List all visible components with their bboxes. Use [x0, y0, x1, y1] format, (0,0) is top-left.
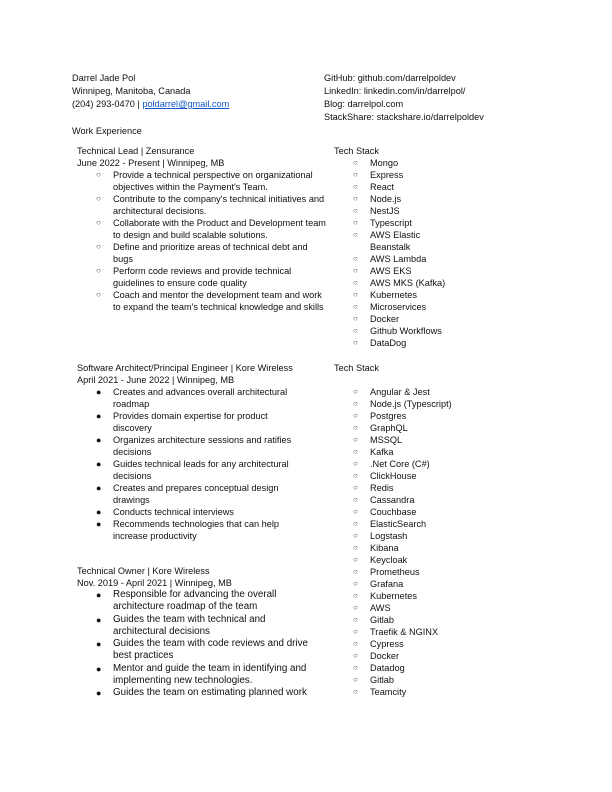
bullet-circle-icon: ○ — [353, 555, 358, 564]
list-item — [96, 289, 327, 313]
tech-item — [353, 422, 460, 434]
bullet-text: Collaborate with the Product and Development team to design and build scalable solutions. — [113, 218, 326, 240]
job-bullets — [96, 169, 327, 313]
bullet-circle-icon: ○ — [353, 627, 358, 636]
bullet-circle-icon: ○ — [353, 254, 358, 263]
tech-name: Prometheus — [370, 567, 420, 577]
tech-name: Traefik & NGINX — [370, 627, 439, 637]
tech-name: Couchbase — [370, 507, 417, 517]
bullet-text: Guides technical leads for any architectural decisions — [113, 459, 289, 481]
bullet-circle-icon: ○ — [96, 218, 101, 227]
phone: (204) 293-0470 | — [72, 99, 143, 109]
tech-stack-list — [353, 386, 460, 698]
tech-item — [353, 590, 460, 602]
tech-item — [353, 386, 460, 398]
tech-name: AWS Lambda — [370, 254, 427, 264]
contact-block — [72, 72, 229, 111]
tech-item — [353, 277, 460, 289]
job-dates: Nov. 2019 - April 2021 | Winnipeg, MB — [77, 578, 232, 588]
list-item — [96, 386, 307, 410]
tech-item — [353, 530, 460, 542]
bullet-disc-icon: ● — [96, 663, 102, 674]
bullet-circle-icon: ○ — [353, 411, 358, 420]
tech-name: React — [370, 182, 395, 192]
list-item — [96, 589, 317, 614]
tech-stack-1 — [334, 145, 460, 349]
tech-name: Postgres — [370, 411, 407, 421]
bullet-text: Define and prioritize areas of technical debt and bugs — [113, 242, 308, 264]
tech-item — [353, 434, 460, 446]
bullet-circle-icon: ○ — [353, 471, 358, 480]
tech-item — [353, 662, 460, 674]
tech-name: MSSQL — [370, 435, 403, 445]
list-item — [96, 217, 327, 241]
bullet-circle-icon: ○ — [353, 266, 358, 275]
list-item — [96, 265, 327, 289]
tech-name: Mongo — [370, 158, 399, 168]
bullet-text: Perform code reviews and provide technical guidelines to ensure code quality — [113, 266, 292, 288]
tech-name: DataDog — [370, 338, 407, 348]
list-item — [96, 506, 307, 518]
tech-name: ElasticSearch — [370, 519, 427, 529]
tech-item — [353, 301, 460, 313]
bullet-text: Organizes architecture sessions and ratifies decisions — [113, 435, 292, 457]
bullet-circle-icon: ○ — [353, 435, 358, 444]
tech-name: Node.js (Typescript) — [370, 399, 452, 409]
bullet-text: Conducts technical interviews — [113, 507, 235, 517]
bullet-disc-icon: ● — [96, 507, 102, 517]
bullet-circle-icon: ○ — [353, 387, 358, 396]
list-item — [96, 613, 317, 639]
bullet-text: Responsible for advancing the overall architecture roadmap of the team — [113, 589, 277, 613]
bullet-text: Provide a technical perspective on organizational objectives within the Payment's Team. — [113, 170, 313, 192]
tech-item — [353, 566, 460, 578]
bullet-circle-icon: ○ — [353, 399, 358, 408]
list-item — [96, 169, 327, 193]
tech-name: Datadog — [370, 663, 405, 673]
job-title: Technical Lead | Zensurance — [77, 146, 195, 156]
linkedin-link[interactable]: LinkedIn: linkedin.com/in/darrelpol/ — [324, 86, 466, 96]
tech-name: Kubernetes — [370, 290, 417, 300]
tech-item — [353, 458, 460, 470]
bullet-disc-icon: ● — [96, 387, 102, 397]
tech-name: Typescript — [370, 218, 412, 228]
tech-item — [353, 506, 460, 518]
bullet-circle-icon: ○ — [353, 519, 358, 528]
tech-name: Cassandra — [370, 495, 415, 505]
bullet-circle-icon: ○ — [96, 242, 101, 251]
tech-name: Keycloak — [370, 555, 408, 565]
bullet-text: Guides the team with code reviews and drive best practices — [113, 638, 308, 662]
tech-name: AWS — [370, 603, 391, 613]
tech-name: Docker — [370, 314, 400, 324]
bullet-circle-icon: ○ — [353, 603, 358, 612]
list-item — [96, 687, 317, 699]
tech-name: Node.js — [370, 194, 402, 204]
bullet-text: Recommends technologies that can help increase productivity — [113, 519, 279, 541]
tech-item — [353, 542, 460, 554]
tech-item — [353, 674, 460, 686]
bullet-circle-icon: ○ — [353, 507, 358, 516]
bullet-circle-icon: ○ — [353, 290, 358, 299]
bullet-text: Guides the team on estimating planned work — [113, 687, 307, 699]
tech-name: ClickHouse — [370, 471, 417, 481]
tech-name: .Net Core (C#) — [370, 459, 430, 469]
job-2 — [77, 362, 307, 542]
list-item — [96, 662, 317, 688]
tech-item — [353, 337, 460, 349]
tech-item — [353, 554, 460, 566]
list-item — [96, 458, 307, 482]
tech-item — [353, 181, 460, 193]
tech-item — [353, 650, 460, 662]
bullet-circle-icon: ○ — [353, 495, 358, 504]
tech-name: Docker — [370, 651, 400, 661]
tech-item — [353, 253, 460, 265]
bullet-circle-icon: ○ — [96, 290, 101, 299]
bullet-circle-icon: ○ — [353, 687, 358, 696]
bullet-circle-icon: ○ — [353, 182, 358, 191]
bullet-circle-icon: ○ — [353, 230, 358, 239]
bullet-circle-icon: ○ — [353, 278, 358, 287]
bullet-circle-icon: ○ — [353, 639, 358, 648]
tech-item — [353, 578, 460, 590]
tech-item — [353, 446, 460, 458]
bullet-disc-icon: ● — [96, 519, 102, 529]
bullet-circle-icon: ○ — [353, 326, 358, 335]
bullet-text: Provides domain expertise for product discovery — [113, 411, 268, 433]
tech-name: AWS MKS (Kafka) — [370, 278, 446, 288]
job-dates: April 2021 - June 2022 | Winnipeg, MB — [77, 375, 235, 385]
bullet-circle-icon: ○ — [353, 423, 358, 432]
bullet-circle-icon: ○ — [353, 302, 358, 311]
tech-item — [353, 626, 460, 638]
bullet-circle-icon: ○ — [353, 447, 358, 456]
tech-name: Github Workflows — [370, 326, 442, 336]
bullet-circle-icon: ○ — [353, 615, 358, 624]
tech-item — [353, 482, 460, 494]
tech-name: Logstash — [370, 531, 408, 541]
bullet-circle-icon: ○ — [96, 170, 101, 179]
tech-name: Kibana — [370, 543, 399, 553]
bullet-disc-icon: ● — [96, 688, 102, 699]
bullet-disc-icon: ● — [96, 590, 102, 600]
bullet-circle-icon: ○ — [353, 567, 358, 576]
bullet-disc-icon: ● — [96, 435, 102, 445]
job-title: Technical Owner | Kore Wireless — [77, 566, 210, 576]
section-title: Work Experience — [72, 126, 142, 136]
bullet-circle-icon: ○ — [353, 338, 358, 347]
tech-name: Cypress — [370, 639, 404, 649]
job-bullets — [96, 386, 307, 542]
tech-item — [353, 169, 460, 181]
links-block — [324, 72, 484, 124]
tech-item — [353, 205, 460, 217]
tech-item — [353, 410, 460, 422]
tech-item — [353, 470, 460, 482]
job-1 — [77, 145, 327, 313]
tech-name: Kubernetes — [370, 591, 417, 601]
bullet-circle-icon: ○ — [353, 314, 358, 323]
tech-item — [353, 602, 460, 614]
tech-item — [353, 265, 460, 277]
bullet-disc-icon: ● — [96, 639, 102, 650]
tech-name: Microservices — [370, 302, 427, 312]
tech-name: Gitlab — [370, 615, 395, 625]
tech-item — [353, 614, 460, 626]
tech-name: Angular & Jest — [370, 387, 430, 397]
location: Winnipeg, Manitoba, Canada — [72, 86, 191, 96]
bullet-circle-icon: ○ — [96, 194, 101, 203]
blog-link[interactable]: Blog: darrelpol.com — [324, 99, 404, 109]
stackshare-link[interactable]: StackShare: stackshare.io/darrelpoldev — [324, 112, 484, 122]
tech-name: Grafana — [370, 579, 404, 589]
tech-name: Kafka — [370, 447, 394, 457]
bullet-text: Mentor and guide the team in identifying and implementing new technologies. — [113, 662, 307, 687]
tech-name: AWS EKS — [370, 266, 412, 276]
bullet-circle-icon: ○ — [353, 651, 358, 660]
bullet-circle-icon: ○ — [353, 543, 358, 552]
bullet-circle-icon: ○ — [353, 218, 358, 227]
job-title: Software Architect/Principal Engineer | Kore Wireless — [77, 363, 293, 373]
bullet-text: Coach and mentor the development team and work to expand the team's technical knowledge and skills — [113, 290, 324, 312]
tech-item — [353, 638, 460, 650]
tech-item — [353, 229, 460, 253]
bullet-text: Guides the team with technical and architectural decisions — [113, 613, 266, 637]
tech-stack-title: Tech Stack — [334, 146, 379, 156]
tech-name: Redis — [370, 483, 394, 493]
tech-item — [353, 289, 460, 301]
bullet-circle-icon: ○ — [353, 170, 358, 179]
list-item — [96, 241, 327, 265]
list-item — [96, 482, 307, 506]
tech-stack-list — [353, 157, 460, 349]
bullet-disc-icon: ● — [96, 459, 102, 469]
bullet-text: Creates and advances overall architectural roadmap — [113, 387, 288, 409]
bullet-circle-icon: ○ — [353, 531, 358, 540]
tech-name: NestJS — [370, 206, 400, 216]
bullet-disc-icon: ● — [96, 411, 102, 421]
tech-item — [353, 518, 460, 530]
job-bullets — [96, 589, 317, 700]
email-link[interactable]: poldarrel@gmail.com — [142, 99, 230, 109]
tech-name: Teamcity — [370, 687, 407, 697]
tech-name: AWS Elastic Beanstalk — [370, 230, 421, 252]
bullet-disc-icon: ● — [96, 483, 102, 493]
list-item — [96, 434, 307, 458]
bullet-circle-icon: ○ — [96, 266, 101, 275]
tech-item — [353, 398, 460, 410]
tech-item — [353, 193, 460, 205]
list-item — [96, 410, 307, 434]
tech-name: Gitlab — [370, 675, 395, 685]
phone-line — [72, 98, 229, 111]
tech-item — [353, 217, 460, 229]
list-item — [96, 518, 307, 542]
bullet-disc-icon: ● — [96, 614, 102, 625]
bullet-text: Creates and prepares conceptual design drawings — [113, 483, 279, 505]
tech-name: Express — [370, 170, 404, 180]
tech-item — [353, 157, 460, 169]
bullet-text: Contribute to the company's technical initiatives and architectural decisions. — [113, 194, 325, 216]
bullet-circle-icon: ○ — [353, 194, 358, 203]
bullet-circle-icon: ○ — [353, 158, 358, 167]
tech-stack-2 — [334, 362, 460, 698]
tech-item — [353, 313, 460, 325]
bullet-circle-icon: ○ — [353, 483, 358, 492]
tech-name: GraphQL — [370, 423, 408, 433]
candidate-name: Darrel Jade Pol — [72, 73, 136, 83]
github-link[interactable]: GitHub: github.com/darrelpoldev — [324, 73, 456, 83]
tech-stack-title: Tech Stack — [334, 363, 379, 373]
bullet-circle-icon: ○ — [353, 206, 358, 215]
bullet-circle-icon: ○ — [353, 459, 358, 468]
bullet-circle-icon: ○ — [353, 663, 358, 672]
job-3 — [77, 565, 317, 700]
tech-item — [353, 686, 460, 698]
tech-item — [353, 494, 460, 506]
tech-item — [353, 325, 460, 337]
job-dates: June 2022 - Present | Winnipeg, MB — [77, 158, 225, 168]
bullet-circle-icon: ○ — [353, 675, 358, 684]
list-item — [96, 193, 327, 217]
bullet-circle-icon: ○ — [353, 591, 358, 600]
list-item — [96, 638, 317, 663]
bullet-circle-icon: ○ — [353, 579, 358, 588]
